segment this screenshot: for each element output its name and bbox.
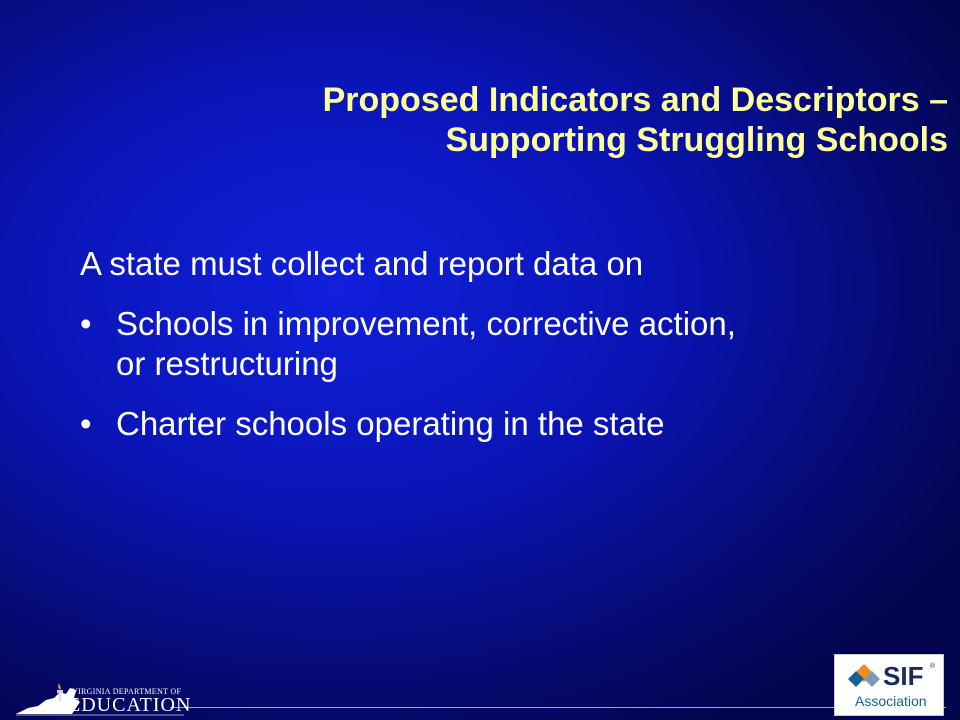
slide-body bbox=[80, 244, 940, 464]
bullet-text-line-1: Schools in improvement, corrective action, bbox=[116, 305, 736, 342]
bullet-list bbox=[80, 304, 940, 444]
slide-title-line-2: Supporting Struggling Schools bbox=[445, 121, 948, 159]
bullet-dot: • bbox=[80, 305, 92, 342]
sif-logo-association: Association bbox=[855, 693, 927, 709]
sif-association-logo bbox=[834, 654, 944, 716]
bullet-item bbox=[80, 404, 940, 444]
slide-title-line-1: Proposed Indicators and Descriptors – bbox=[322, 81, 948, 119]
torch-icon bbox=[54, 680, 66, 702]
bullet-dot: • bbox=[80, 405, 92, 442]
vdoe-logo-main-text: EDUCATION bbox=[68, 694, 192, 716]
sif-registered-mark: ® bbox=[930, 663, 936, 670]
bullet-item bbox=[80, 304, 940, 384]
lead-text: A state must collect and report data on bbox=[80, 245, 644, 282]
bullet-text-line-1: Charter schools operating in the state bbox=[116, 405, 665, 442]
slide-title bbox=[88, 80, 948, 160]
footer-divider bbox=[170, 707, 946, 708]
sif-logo-name: SIF bbox=[883, 661, 924, 691]
vdoe-logo-top-text: VIRGINIA DEPARTMENT OF bbox=[72, 687, 182, 696]
sif-diamond-icon bbox=[847, 663, 881, 691]
bullet-text-line-2: or restructuring bbox=[116, 345, 338, 382]
